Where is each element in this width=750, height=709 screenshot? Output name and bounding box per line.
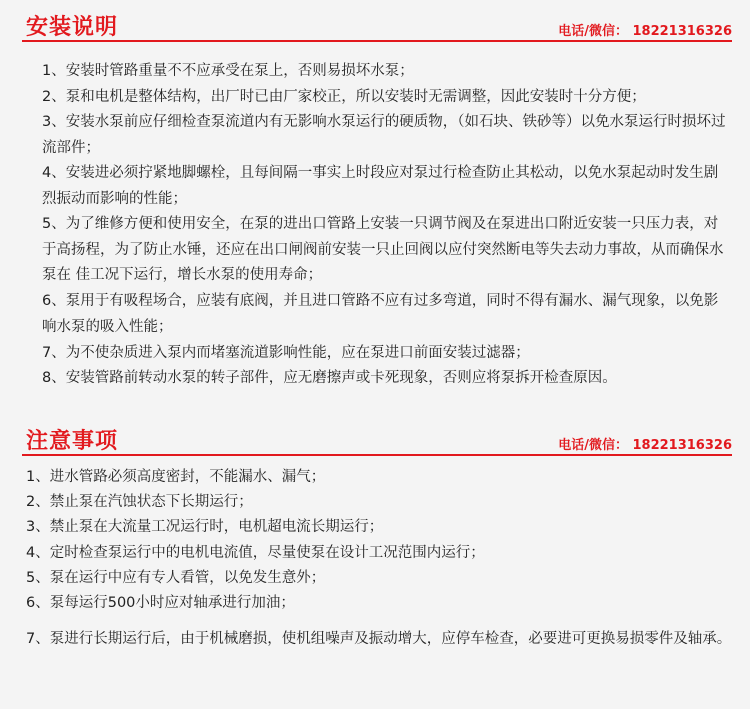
install-section-title: 安装说明 <box>26 15 119 40</box>
notes-section-title: 注意事项 <box>26 429 119 454</box>
install-header-divider <box>22 40 732 42</box>
install-item-3: 3、安装水泵前应仔细检查泵流道内有无影响水泵运行的硬质物，（如石块、铁砂等）以免水泵运行时损坏过流部件； <box>42 114 726 156</box>
install-item-7: 7、为不使杂质进入泵内而堵塞流道影响性能，应在泵进口前面安装过滤器； <box>42 345 530 361</box>
install-contact-phone: 电话/微信： 18221316326 <box>558 24 732 39</box>
notes-item-6: 6、泵每运行500小时应对轴承进行加油； <box>26 595 295 611</box>
notes-header-divider <box>22 454 732 456</box>
install-item-8: 8、安装管路前转动水泵的转子部件，应无磨擦声或卡死现象，否则应将泵拆开检查原因。 <box>42 370 617 386</box>
install-item-5: 5、为了维修方便和使用安全，在泵的进出口管路上安装一只调节阀及在泵进出口附近安装一只压力表，对于高扬程，为了防止水锤，还应在出口闸阀前安装一只止回阀以应付突然断电等失去动力事故，从而确保水泵在 佳工况下运行，增长水泵的使用寿命； <box>42 216 724 283</box>
install-item-4: 4、安装进必须拧紧地脚螺栓，且每间隔一事实上时段应对泵过行检查防止其松动，以免水泵起动时发生剧烈振动而影响的性能； <box>42 165 719 207</box>
notes-item-7: 7、泵进行长期运行后，由于机械磨损，使机组噪声及振动增大，应停车检查，必要进可更换易损零件及轴承。 <box>26 631 732 647</box>
install-item-6: 6、泵用于有吸程场合，应装有底阀，并且进口管路不应有过多弯道，同时不得有漏水、漏气现象，以免影响水泵的吸入性能； <box>42 293 719 335</box>
notes-section-header <box>0 420 750 460</box>
notes-contact-phone: 电话/微信： 18221316326 <box>558 438 732 453</box>
notes-item-3: 3、禁止泵在大流量工况运行时，电机超电流长期运行； <box>26 519 384 535</box>
notes-item-1: 1、进水管路必须高度密封，不能漏水、漏气； <box>26 469 326 485</box>
notes-item-4: 4、定时检查泵运行中的电机电流值，尽量使泵在设计工况范围内运行； <box>26 545 485 561</box>
install-item-1: 1、安装时管路重量不不应承受在泵上，否则易损坏水泵； <box>42 63 414 79</box>
notes-item-5: 5、泵在运行中应有专人看管，以免发生意外； <box>26 570 326 586</box>
notes-item-2: 2、禁止泵在汽蚀状态下长期运行； <box>26 494 253 510</box>
install-item-2: 2、泵和电机是整体结构，出厂时已由厂家校正，所以安装时无需调整，因此安装时十分方便； <box>42 89 646 105</box>
install-section-header <box>0 6 750 46</box>
